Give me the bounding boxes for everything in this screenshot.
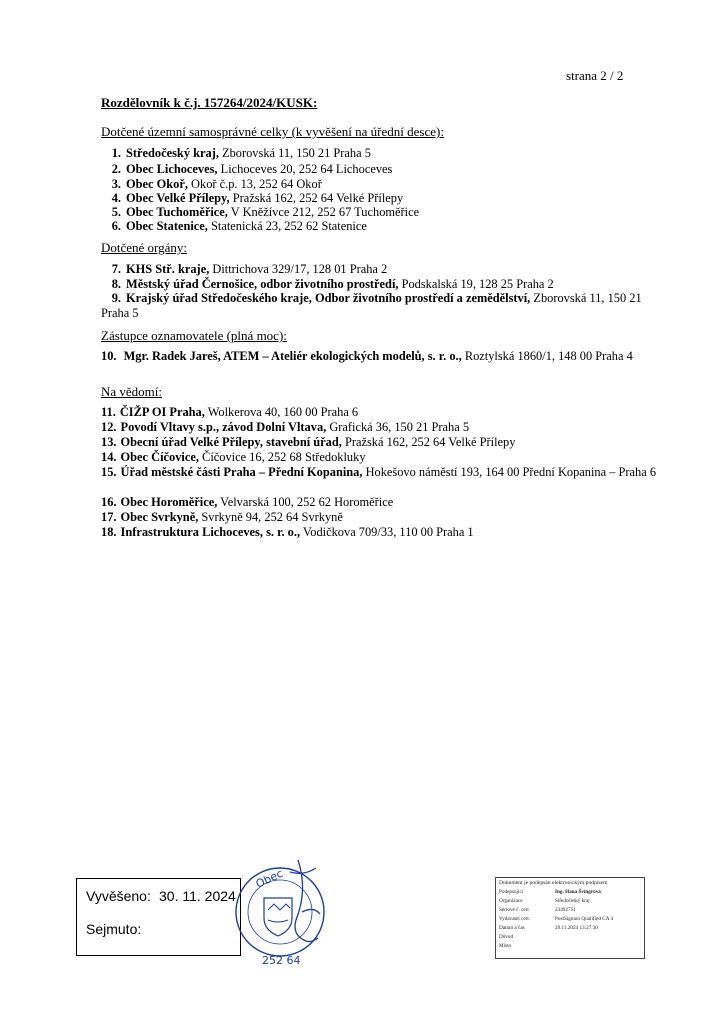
list-item: 10. Mgr. Radek Jareš, ATEM – Ateliér ekologických modelů, s. r. o., Roztylská 1860/1, 148 00 Praha 4 [101,349,633,363]
list-item: 8. Městský úřad Černošice, odbor životního prostředí, Podskalská 19, 128 25 Praha 2 [111,277,554,291]
section-heading-authorities: Dotčené orgány: [101,240,188,255]
posting-stamp [76,878,241,956]
list-item: 14. Obec Číčovice, Číčovice 16, 252 68 Středokluky [101,450,366,464]
posted-label: Vyvěšeno: [86,888,151,904]
signature-row: Vydavatel cert. PostSignum Qualified CA 4 [499,916,614,922]
handwritten-signature-icon [290,860,320,942]
list-item: 4. Obec Velké Přílepy, Pražská 162, 252 64 Velké Přílepy [111,191,404,205]
page-number: strana 2 / 2 [566,68,624,83]
signature-row: Důvod [499,934,514,940]
signature-header: Dokument je podepsán elektronickým podpisem [499,880,608,886]
signature-row: Organizace Středočeský kraj [499,898,590,904]
list-item: 15. Úřad městské části Praha – Přední Kopanina, Hokešovo náměstí 193, 164 00 Přední Kopanina – Praha 6 [101,465,657,479]
list-item: 5. Obec Tuchoměřice, V Kněžívce 212, 252 67 Tuchoměřice [111,205,420,219]
list-item: 11. ČIŽP OI Praha, Wolkerova 40, 160 00 Praha 6 [101,405,359,419]
signature-row: Sériové č. cert 23492751 [499,907,576,913]
list-item: 12. Povodí Vltavy s.p., závod Dolní Vltava, Grafická 36, 150 21 Praha 5 [101,420,470,434]
section-heading-for-information: Na vědomí: [101,384,163,399]
removed-label: Sejmuto: [86,921,142,937]
list-item: 2. Obec Lichoceves, Lichoceves 20, 252 64 Lichoceves [111,162,393,176]
list-item: 16. Obec Horoměřice, Velvarská 100, 252 62 Horoměřice [101,495,394,509]
list-item: 6. Obec Statenice, Statenická 23, 252 62 Statenice [111,219,367,233]
list-item: 17. Obec Svrkyně, Svrkyně 94, 252 64 Svrkyně [101,510,343,524]
section-heading-municipalities: Dotčené územní samosprávné celky (k vyvěšení na úřední desce): [101,124,444,139]
municipal-seal [228,852,338,972]
seal-text-bottom: 252 64 [262,954,301,967]
document-title: Rozdělovník k č.j. 157264/2024/KUSK: [101,95,318,110]
list-item: 18. Infrastruktura Lichoceves, s. r. o., Vodičkova 709/33, 110 00 Praha 1 [101,525,474,539]
list-item: 1. Středočeský kraj, Zborovská 11, 150 21 Praha 5 [111,146,371,160]
seal-text-top: Obec [253,866,286,891]
list-item: 7. KHS Stř. kraje, Dittrichova 329/17, 128 01 Praha 2 [111,262,388,276]
signature-row: Místo [499,943,512,949]
list-item: 13. Obecní úřad Velké Přílepy, stavební úřad, Pražská 162, 252 64 Velké Přílepy [101,435,516,449]
signature-row: Podepsující Ing. Hana Švingrová [499,889,601,895]
electronic-signature-box [495,877,645,959]
coat-of-arms-icon [264,898,292,936]
signature-row: Datum a čas 29.11.2024 13:27:30 [499,925,598,931]
section-heading-representative: Zástupce oznamovatele (plná moc): [101,328,287,343]
posted-date: 30. 11. 2024 [159,888,236,904]
list-item: 3. Obec Okoř, Okoř č.p. 13, 252 64 Okoř [111,177,322,191]
list-item: 9. Krajský úřad Středočeského kraje, Odbor životního prostředí a zemědělství, Zborovská 11, 150 21 Praha 5 [101,291,642,320]
